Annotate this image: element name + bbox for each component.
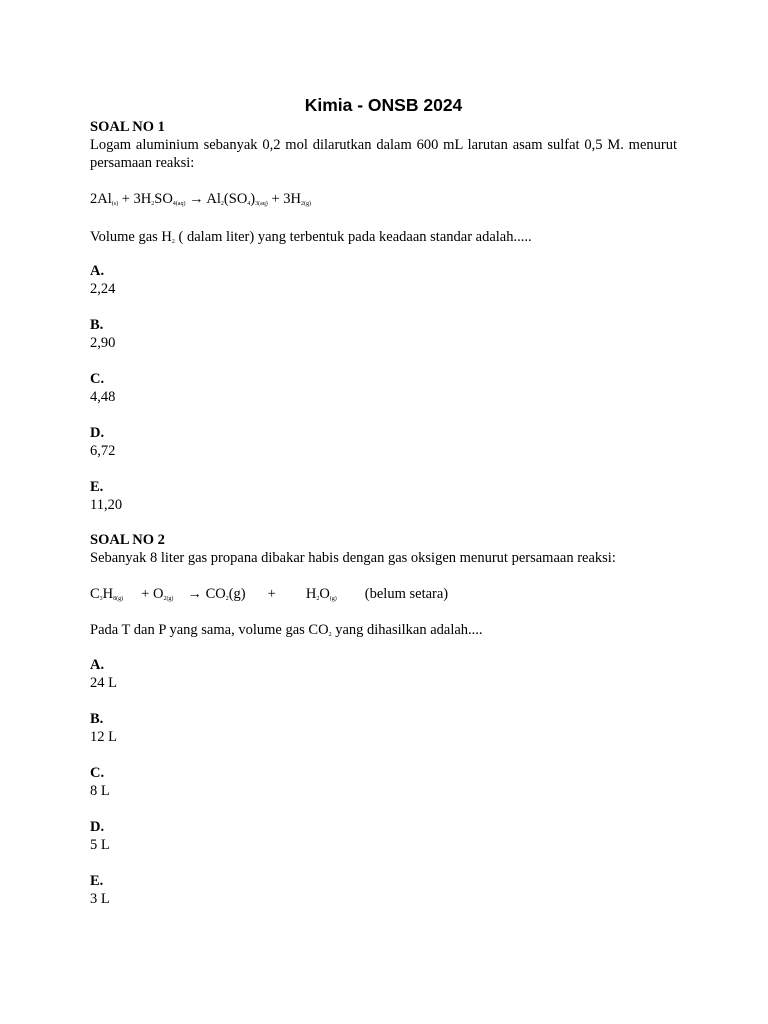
q1-question: Volume gas $H_2$ ( dalam liter) yang terbentuk pada keadaan standar adalah..... [90,229,532,245]
q1-heading: SOAL NO 1 [90,119,165,135]
document-page [90,0,677,1024]
q2-option-e-letter: E. [90,873,104,889]
q1-option-e-letter: E. [90,479,104,495]
q1-equation: $2Al_{(s)} + 3H_2SO_{4(aq)} \to Al_2(SO_4)_{3(aq)} + 3H_{2(g)}$ [90,191,311,207]
q2-option-a-letter: A. [90,657,105,673]
q1-option-c-value: 4,48 [90,389,116,405]
q1-option-a-value: 2,24 [90,281,116,297]
q1-option-d-value: 6,72 [90,443,116,459]
q2-option-d-value: 5 L [90,837,110,853]
q1-option-a-letter: A. [90,263,105,279]
q1-option-c-letter: C. [90,371,105,387]
page-title: Kimia - ONSB 2024 [304,95,463,115]
q2-option-a-value: 24 L [90,675,117,691]
q2-option-c-value: 8 L [90,783,110,799]
q2-text: Sebanyak 8 liter gas propana dibakar habis dengan gas oksigen menurut persamaan reaksi: [90,550,616,566]
q2-question: Pada T dan P yang sama, volume gas $CO_2$ yang dihasilkan adalah.... [90,622,483,638]
q2-option-b-value: 12 L [90,729,117,745]
q1-option-b-letter: B. [90,317,104,333]
q1-text: Logam aluminium sebanyak 0,2 mol dilarutkan dalam 600 mL larutan asam sulfat 0,5 M. menurut persamaan reaksi: [90,137,677,171]
q2-option-b-letter: B. [90,711,104,727]
q2-option-e-value: 3 L [90,891,110,907]
q2-option-d-letter: D. [90,819,105,835]
q1-option-b-value: 2,90 [90,335,116,351]
q2-equation: $C_3H_{8(g)} + O_{2(g)} \to CO_2(g) + H_2O_{(g)}$ (belum setara) [90,586,449,602]
q2-option-c-letter: C. [90,765,105,781]
q1-option-d-letter: D. [90,425,105,441]
q2-heading: SOAL NO 2 [90,532,165,548]
q1-option-e-value: 11,20 [90,497,123,513]
